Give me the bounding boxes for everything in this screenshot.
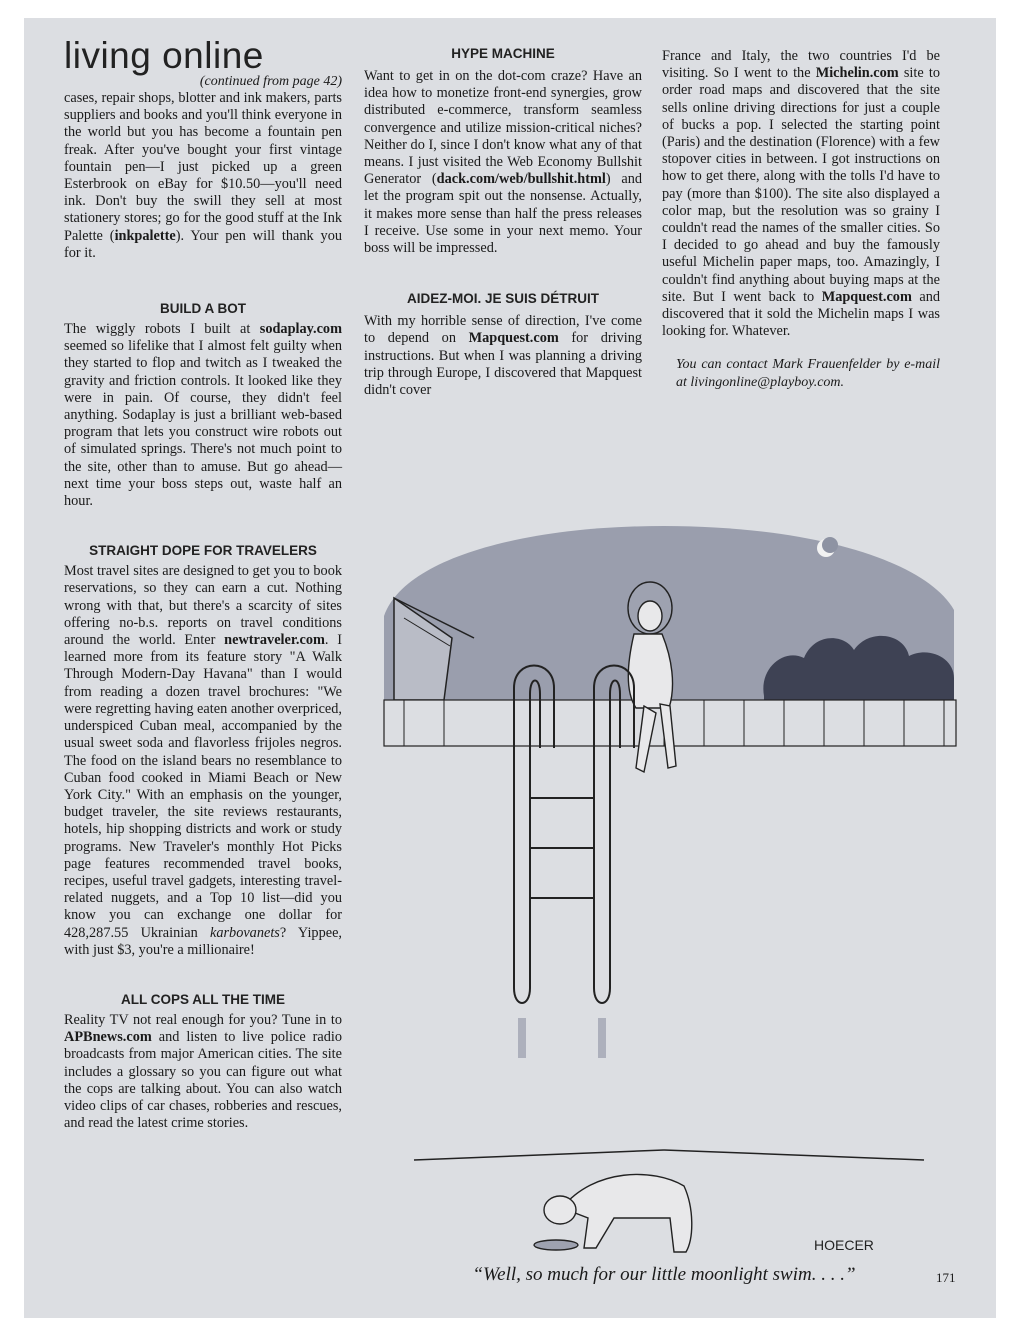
- newtraveler-link: newtraveler.com: [224, 632, 325, 649]
- heading-all-cops: ALL COPS ALL THE TIME: [120, 991, 285, 1007]
- inkpalette-link: inkpalette: [114, 227, 176, 244]
- heading-aidez-moi: AIDEZ-MOI. JE SUIS DÉTRUIT: [406, 291, 599, 307]
- sodaplay-link: sodaplay.com: [259, 321, 342, 338]
- heading-hype-machine: HYPE MACHINE: [451, 46, 555, 61]
- mapquest-link-2: Mapquest.com: [821, 288, 912, 305]
- artist-signature: HOECER: [814, 1237, 874, 1253]
- magazine-page: [24, 18, 996, 1318]
- heading-straight-dope: STRAIGHT DOPE FOR TRAVELERS: [89, 543, 317, 559]
- bullshit-generator-link: dack.com/web/bullshit.html: [436, 171, 606, 188]
- cartoon-caption: “Well, so much for our little moonlight swim. . . .”: [472, 1264, 856, 1285]
- aidez-paragraph: With my horrible sense of direction, I've come to depend on Mapquest.com for driving instructions. But when I was planning a driving trip through Europe, I discovered that Mapquest didn't cover: [364, 313, 642, 399]
- man-figure: [534, 1174, 692, 1252]
- column-2: [364, 18, 642, 399]
- column-3: [662, 18, 940, 391]
- cartoon-illustration: [364, 518, 964, 1278]
- heading-build-a-bot: BUILD A BOT: [160, 301, 246, 317]
- page-number: 171: [936, 1270, 956, 1285]
- pool-bottom: [414, 1150, 664, 1160]
- hype-paragraph: Want to get in on the dot-com craze? Have an idea how to monetize front-end synergies, grow distributed e-commerce, transform seamless convergence and utilize mission-critical niches? Neither do I, since I don't know what any of that means. I just visited the Web Economy Bullshit Generator (dack.com/web/bullshit.html) and let the program spit out the nonsense. Actually, it makes more sense than half the press releases I receive. Use some in your next memo. Your boss will be impressed.: [364, 68, 642, 257]
- water-reflection: [522, 1018, 602, 1058]
- michelin-link: Michelin.com: [815, 65, 899, 82]
- michelin-paragraph: France and Italy, the two countries I'd be visiting. So I went to the Michelin.com site to order road maps and discovered that the site sells online driving directions for just a couple of bucks a pop. I selected the starting point (Paris) and the destination (Florence) with a few stopover cities in between. I got instructions on how to get there, along with the tolls I'd have to pay (more than $100). The site also displayed a color map, but the resolution was so grainy I couldn't read the names of the smaller cities. So I decided to go ahead and buy the famously useful Michelin paper maps, too. Amazingly, I couldn't find anything about buying maps at the site. But I went back to Mapquest.com and discovered that it sold the Michelin maps I was looking for. Whatever.: [662, 48, 941, 340]
- bot-paragraph: The wiggly robots I built at sodaplay.com seemed so lifelike that I almost felt guilty when they started to flop and twitch as I tweaked the gravity and friction controls. It looked like they were in pain. Of course, they didn't feel anything. Sodaplay is just a brilliant web-based program that lets you construct wire robots out of simulated springs. There's not much point to the site, other than to amuse. But go ahead—next time your boss steps out, waste half an hour.: [64, 321, 342, 510]
- travel-paragraph: Most travel sites are designed to get you to book reservations, so they can earn a cut. Nothing wrong with that, but there's a scarcity of sites offering no-b.s. reports on travel conditions around the world. Enter newtraveler.com. I learned more from its feature story "A Walk Through Modern-Day Havana" than I would from reading a dozen travel brochures: "We were regretting having eaten another overpriced, underspiced Cuban meal, accompanied by the usual sweet soda and flavorless frijoles negros. The food on the island bears no resemblance to Cuban food cooked in Miami Beach or New York City." With an emphasis on the younger, budget traveler, the site reviews restaurants, hotels, hip shopping districts and work or study programs. New Traveler's monthly Hot Picks page features recommended travel books, recipes, useful travel gadgets, interesting travel-related nuggets, and a Top 10 list—did you know you can exchange one dollar for 428,287.55 Ukrainian karbovanets? Yippee, with just $3, you're a millionaire!: [64, 563, 342, 958]
- karbovanets-italic: karbovanets: [209, 924, 280, 941]
- continued-note: (continued from page 42): [199, 74, 342, 89]
- column-1: [64, 18, 342, 1132]
- cops-paragraph: Reality TV not real enough for you? Tune in to APBnews.com and listen to live police radio broadcasts from major American cities. The site includes a glossary so you can figure out what the cops are talking about. You can also watch video clips of car chases, robberies and rescues, and read the latest crime stories.: [64, 1011, 342, 1132]
- author-contact: You can contact Mark Frauenfelder by e-mail at livingonline@playboy.com.: [676, 357, 940, 390]
- apbnews-link: APBnews.com: [64, 1029, 152, 1046]
- masthead-title: living online: [64, 35, 264, 76]
- mapquest-link-1: Mapquest.com: [468, 330, 559, 347]
- intro-paragraph: cases, repair shops, blotter and ink makers, parts suppliers and books and you'll think everyone in the world but you has become a fountain pen freak. After you've bought your first vintage fountain pen—I just picked up a green Esterbrook on eBay for $10.50—you'll need ink. Don't buy the swill they sell at most stationery stores; go for the good stuff at the Ink Palette (inkpalette). Your pen will thank you for it.: [64, 90, 342, 261]
